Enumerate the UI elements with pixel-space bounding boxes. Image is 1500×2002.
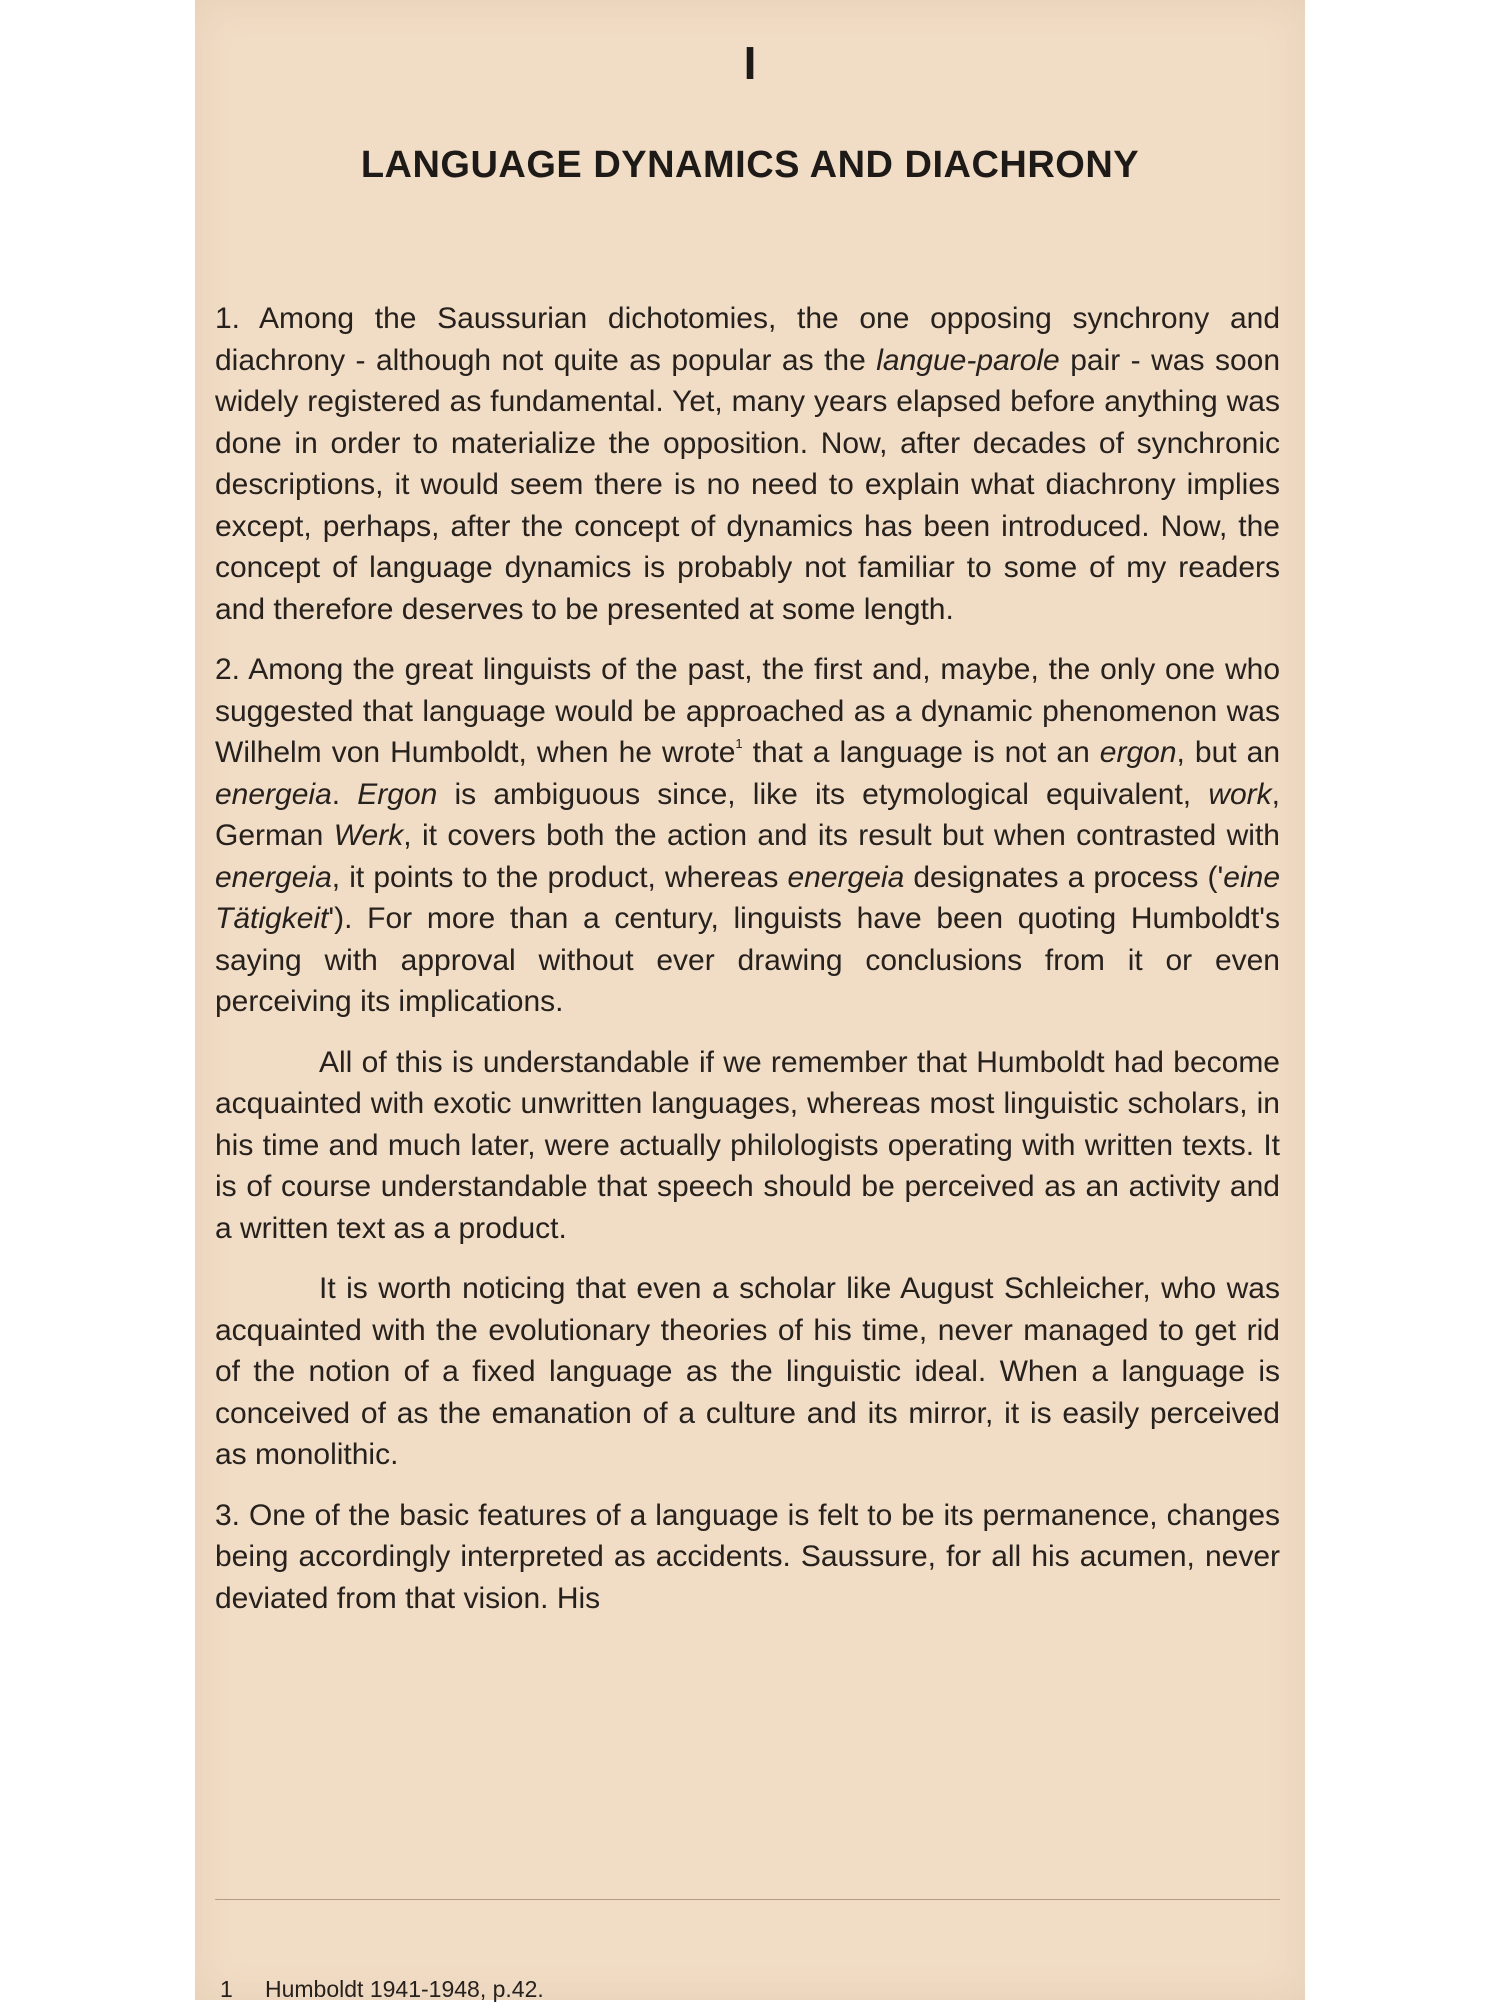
p2-italic-energeia-3: energeia	[787, 860, 905, 894]
body-text	[215, 298, 1280, 1638]
chapter-title: LANGUAGE DYNAMICS AND DIACHRONY	[360, 144, 1140, 186]
p2-text-n: , it points to the product, whereas	[331, 860, 788, 894]
p2-italic-energeia-2: energeia	[215, 860, 332, 894]
footnote-text: Humboldt 1941-1948, p.42.	[265, 1976, 544, 2002]
p2-italic-ergon: ergon	[1099, 736, 1177, 769]
footnote	[220, 1978, 544, 2001]
footnote-number: 1	[220, 1976, 233, 2002]
p2-italic-energeia: energeia	[215, 777, 332, 811]
paragraph-1	[215, 298, 1280, 630]
paragraph-5: 3. One of the basic features of a language is felt to be its permanence, changes being accordingly interpreted as accidents. Saussure, for all his acumen, never deviated from that vision. His	[215, 1498, 1280, 1615]
p2-text-f: .	[331, 777, 358, 811]
p2-text-j: , German	[215, 777, 1280, 852]
book-page	[195, 0, 1305, 2000]
p2-italic-werk: Werk	[333, 819, 404, 852]
chapter-number: I	[743, 37, 757, 89]
p2-text-r: '). For more than a century, linguists have been quoting Humboldt's saying with approval without ever drawing conclusions from it or even perceiving its implications.	[215, 902, 1280, 1018]
p2-text-h: is ambiguous since, like its etymological equivalent,	[437, 777, 1209, 811]
p2-text-p: designates a process ('	[904, 860, 1224, 894]
p1-italic-langue-parole: langue-parole	[876, 343, 1060, 377]
paragraph-4: It is worth noticing that even a scholar like August Schleicher, who was acquainted with the evolutionary theories of his time, never managed to get rid of the notion of a fixed language as the linguistic ideal. When a language is conceived of as the emanation of a culture and its mirror, it is easily perceived as monolithic.	[215, 1272, 1280, 1471]
p1-text-c: pair - was soon widely registered as fundamental. Yet, many years elapsed before anything was done in order to materialize the opposition. Now, after decades of synchronic descriptions, it would seem there is no need to explain what diachrony implies except, perhaps, after the concept of dynamics has been introduced. Now, the concept of language dynamics is probably not familiar to some of my readers and therefore deserves to be presented at some length.	[215, 343, 1280, 626]
p1-text-a: 1. Among the Saussurian dichotomies, the one opposing synchrony and diachrony - although not quite as popular as the	[215, 302, 1280, 377]
p2-italic-work: work	[1208, 777, 1272, 811]
p2-italic-eine-tatigkeit: eine Tätigkeit	[215, 860, 1280, 935]
p2-text-d: , but an	[1176, 736, 1281, 769]
paragraph-2	[215, 649, 1280, 1023]
p2-text-a: 2. Among the great linguists of the past, the first and, maybe, the only one who suggested that language would be approached as a dynamic phenomenon was Wilhelm von Humboldt, when he wrote	[215, 653, 1280, 769]
p2-italic-ergon-2: Ergon	[357, 777, 438, 811]
footnote-reference: 1	[735, 736, 743, 751]
p2-text-l: , it covers both the action and its result but when contrasted with	[403, 819, 1280, 852]
footnote-divider	[215, 1899, 1280, 1900]
paragraph-3: All of this is understandable if we remember that Humboldt had become acquainted with exotic unwritten languages, whereas most linguistic scholars, in his time and much later, were actually philologists operating with written texts. It is of course understandable that speech should be perceived as an activity and a written text as a product.	[215, 1045, 1280, 1245]
p2-text-b: that a language is not an	[742, 736, 1100, 769]
